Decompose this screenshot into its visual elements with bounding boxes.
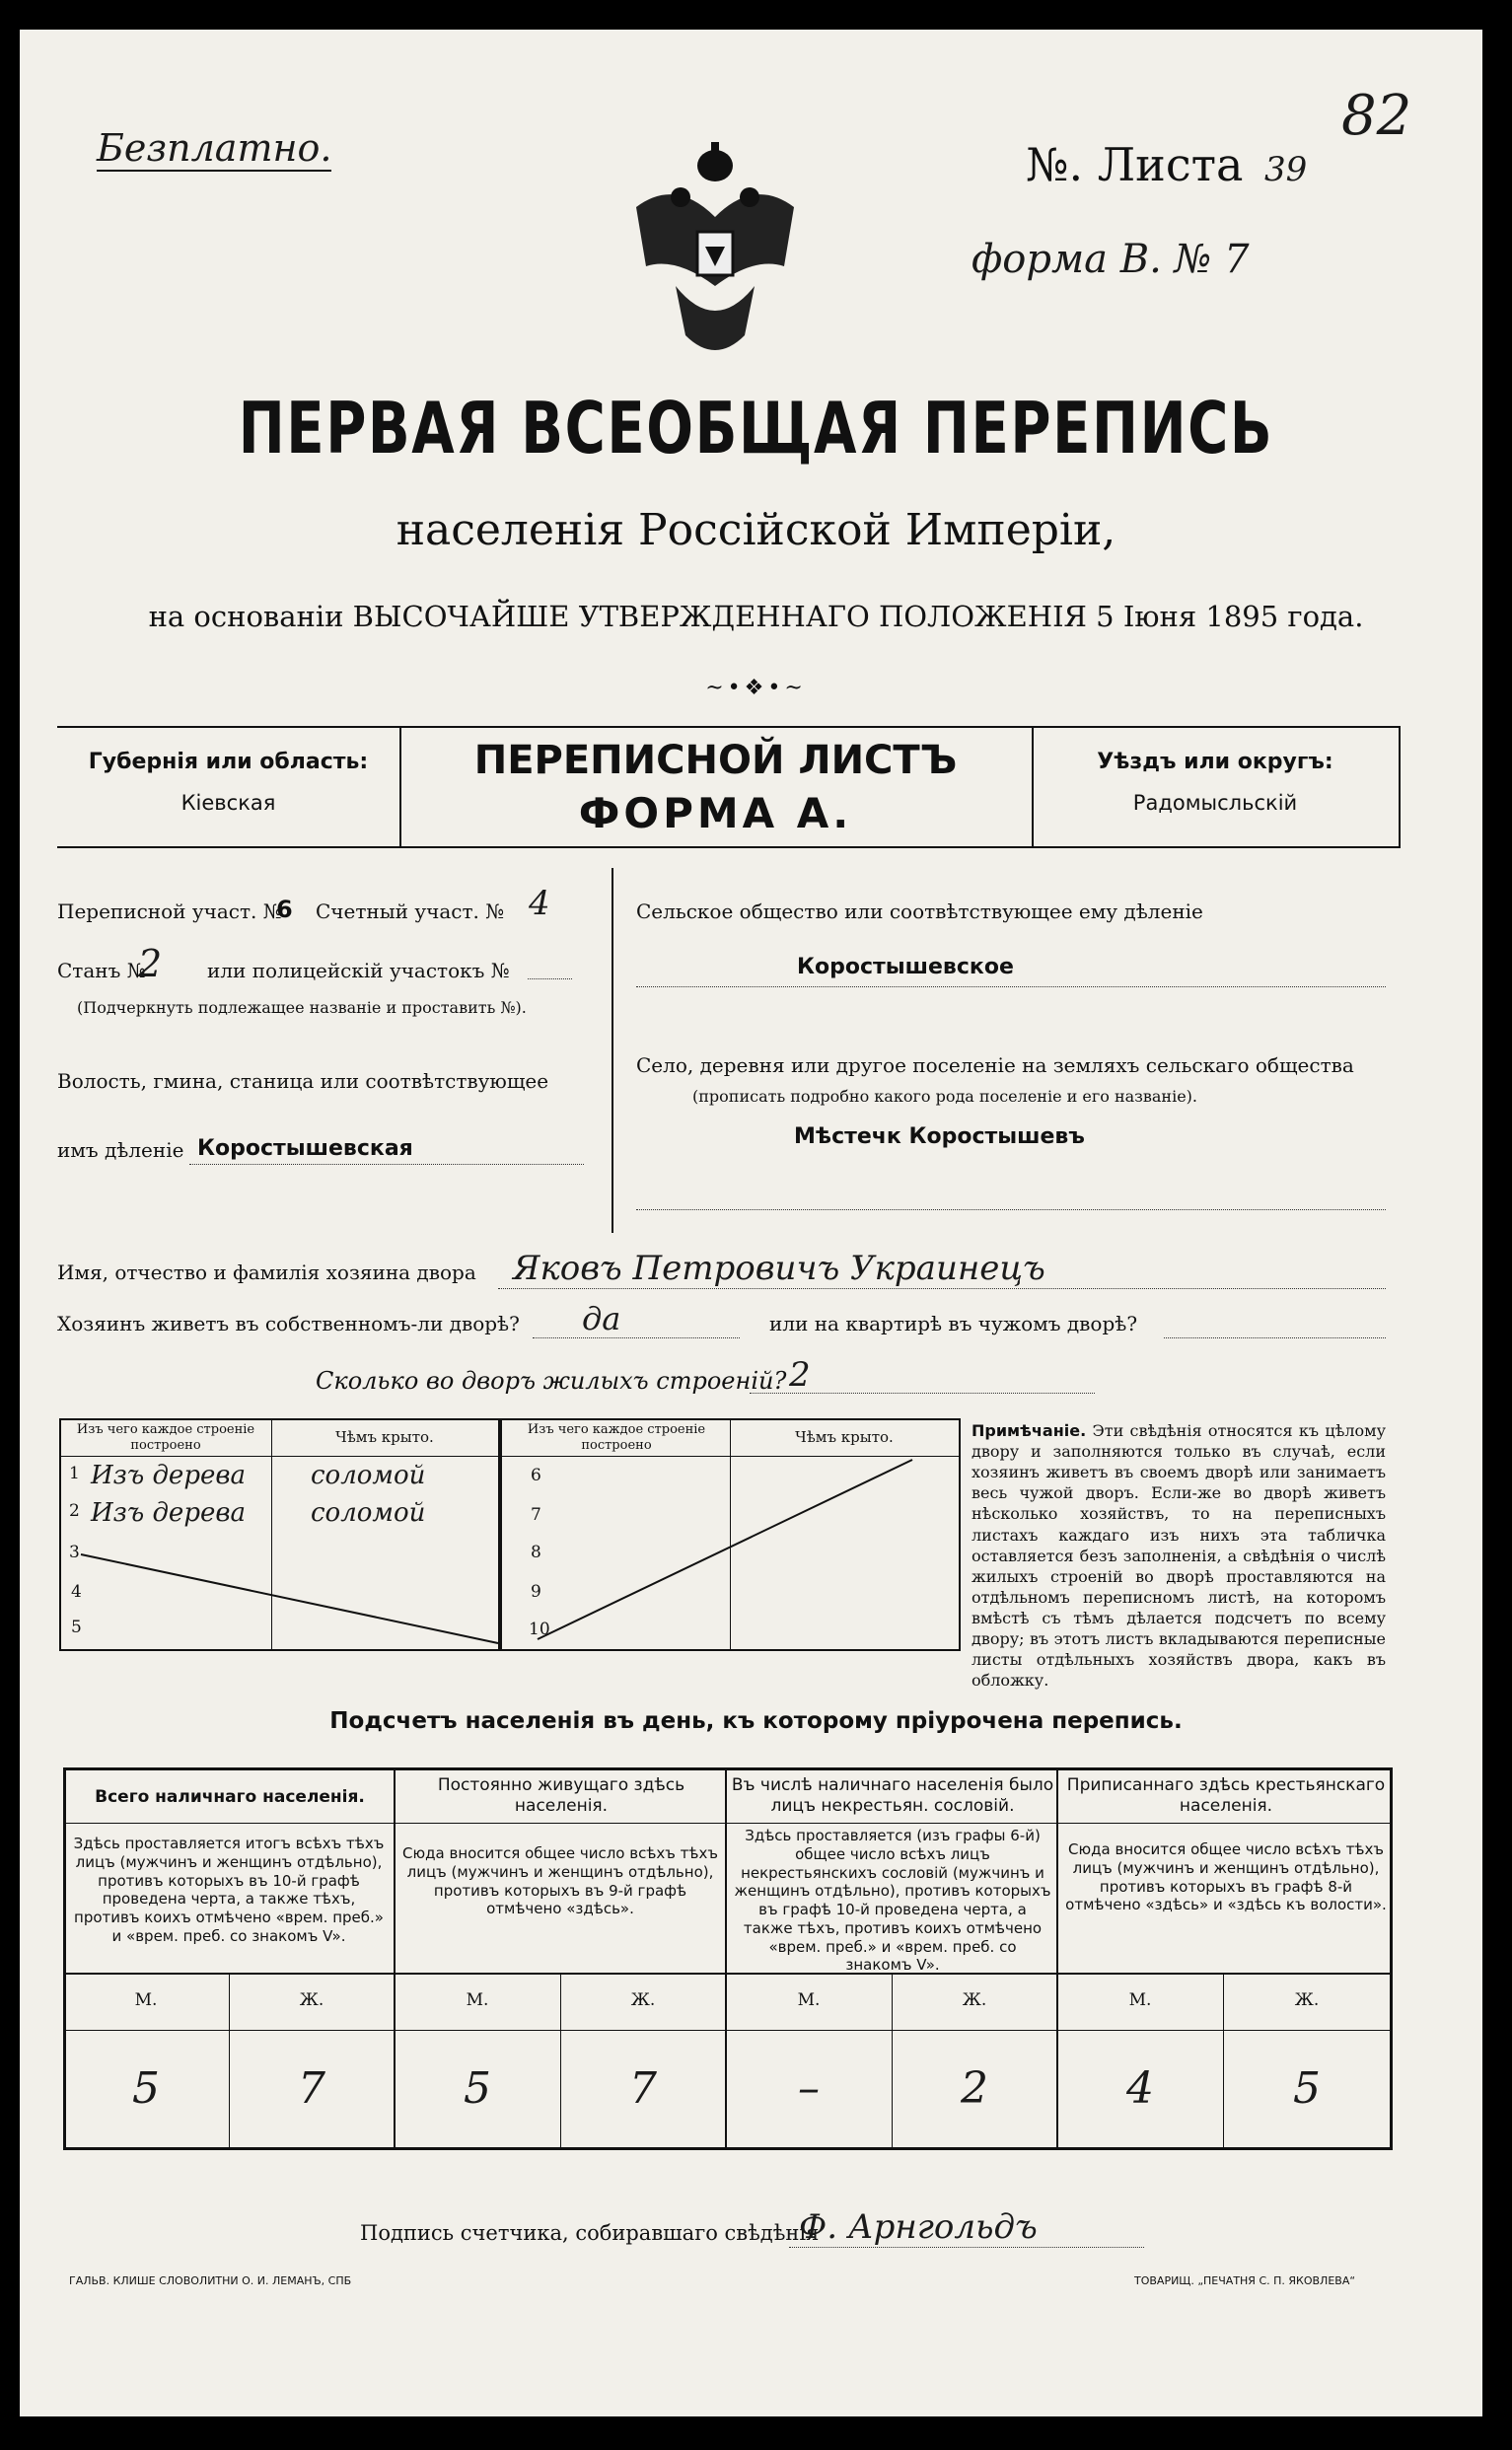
- tally-f-label: Ж.: [630, 1990, 656, 2010]
- box-top-rule: [57, 726, 1399, 728]
- location-divider: [612, 868, 613, 1233]
- rent-yard-label: или на квартирѣ въ чужомъ дворѣ?: [769, 1312, 1138, 1335]
- note-block: [972, 1420, 1386, 1691]
- printer-left: ГАЛЬВ. КЛИШЕ СЛОВОЛИТНИ О. И. ЛЕМАНЪ, СПБ: [69, 2274, 352, 2287]
- corner-number: 82: [1341, 84, 1412, 148]
- tally-f-label: Ж.: [1294, 1990, 1320, 2010]
- signature-label: Подпись счетчика, собиравшаго свѣдѣнія: [360, 2221, 820, 2245]
- building-row-n: 2: [69, 1501, 80, 1521]
- police-note: (Подчеркнуть подлежащее названіе и проставить №).: [77, 998, 527, 1017]
- count-area-label: Счетный участ. №: [316, 900, 505, 923]
- double-headed-eagle-emblem: [616, 138, 814, 375]
- building-row-roof: соломой: [311, 1498, 426, 1528]
- police-value-line: [528, 978, 572, 979]
- uezd-value: Радомысльскій: [1132, 791, 1298, 815]
- tally-m-label: М.: [466, 1990, 489, 2010]
- tally-m-label: М.: [134, 1990, 158, 2010]
- volost-line: [189, 1164, 584, 1165]
- box-divider-right: [1032, 726, 1034, 846]
- tally-m-value: 4: [1126, 2063, 1154, 2114]
- building-row-material: Изъ дерева: [91, 1461, 246, 1490]
- village-line: [636, 1209, 1386, 1210]
- ornament: ~•❖•~: [705, 676, 807, 700]
- tally-m-value: –: [798, 2063, 820, 2114]
- tally-f-label: Ж.: [962, 1990, 987, 2010]
- society-line: [636, 986, 1386, 987]
- free-label: Безплатно.: [97, 126, 332, 170]
- tally-desc: Сюда вносится общее число всѣхъ тѣхъ лицъ (мужчинъ и женщинъ отдѣльно), противъ которыхъ въ графѣ 8-й отмѣчено «здѣсь» и «здѣсь къ волости».: [1065, 1840, 1387, 1914]
- census-area-label: Переписной участ. №: [57, 900, 282, 923]
- page-subtitle: населенія Россійской Имперіи,: [396, 505, 1116, 555]
- buildings-material-head: Изъ чего каждое строеніе построено: [76, 1422, 255, 1454]
- village-value: Мѣстечк Коростышевъ: [794, 1124, 1085, 1149]
- box-right-edge: [1399, 726, 1401, 846]
- building-row-n: 4: [71, 1582, 82, 1602]
- tally-f-value: 5: [1293, 2063, 1321, 2114]
- sheet-number-label: №. Листа: [1026, 138, 1244, 191]
- building-row-n-2: 8: [531, 1543, 541, 1562]
- building-row-n-2: 10: [529, 1620, 550, 1639]
- tally-m-value: 5: [132, 2063, 160, 2114]
- buildings-roof-head-2: Чѣмъ крыто.: [795, 1428, 894, 1446]
- note-text: Эти свѣдѣнія относятся къ цѣлому двору и заполняются только въ случаѣ, если хозяинъ живетъ въ своемъ дворѣ или занимаетъ весь чужой дворъ. Если-же во дворѣ живетъ нѣсколько хозяйствъ, то на переписныхъ листахъ каждаго изъ нихъ эта табличка оставляется безъ заполненія, а свѣдѣнія о числѣ жилыхъ строеній во дворѣ проставляются на отдѣльномъ переписномъ листѣ, на которомъ вмѣстѣ съ тѣмъ дѣлается подсчетъ по всему двору; въ этотъ листъ вкладываются переписные листы отдѣльныхъ хозяйствъ двора, какъ въ обложку.: [972, 1421, 1387, 1691]
- own-yard-line: [533, 1337, 740, 1338]
- building-row-n: 1: [69, 1464, 80, 1483]
- tally-desc: Здѣсь проставляется (изъ графы 6-й) общее число всѣхъ лицъ некрестьянскихъ сословій (мужчинъ и женщинъ отдѣльно), противъ которыхъ въ графѣ 10-й проведена черта, а также тѣхъ, противъ коихъ отмѣчено «врем. преб.» и «врем. преб. со знакомъ V».: [734, 1827, 1051, 1975]
- signature-line: [789, 2247, 1144, 2248]
- owner-name-line: [498, 1288, 1386, 1289]
- legal-basis: на основаніи ВЫСОЧАЙШЕ УТВЕРЖДЕННАГО ПОЛОЖЕНІЯ 5 Іюня 1895 года.: [148, 600, 1364, 633]
- tally-desc: Здѣсь проставляется итогъ всѣхъ тѣхъ лицъ (мужчинъ и женщинъ отдѣльно), противъ которыхъ въ 10-й графѣ проведена черта, а также тѣхъ, противъ коихъ отмѣчено «врем. преб.» и «врем. преб. со знакомъ V».: [73, 1835, 385, 1945]
- tally-f-value: 2: [961, 2063, 988, 2114]
- sheet-number-value: 39: [1264, 150, 1308, 189]
- volost-label: Волость, гмина, станица или соотвѣтствующее: [57, 1069, 549, 1093]
- stan-label: Станъ №: [57, 959, 146, 982]
- guberniya-label: Губернія или область:: [88, 750, 369, 774]
- building-row-n-2: 7: [531, 1505, 541, 1525]
- village-label: Село, деревня или другое поселеніе на земляхъ сельскаго общества: [636, 1053, 1354, 1077]
- tally-desc-rule: [63, 1973, 1393, 1975]
- building-row-n-2: 9: [531, 1582, 541, 1602]
- rent-yard-line: [1164, 1337, 1386, 1338]
- note-title: Примѣчаніе.: [972, 1421, 1087, 1440]
- tally-m-label: М.: [797, 1990, 821, 2010]
- tally-title: Подсчетъ населенія въ день, къ которому пріурочена перепись.: [329, 1708, 1183, 1734]
- tally-f-value: 7: [298, 2063, 325, 2114]
- owner-name-value: Яковъ Петровичъ Украинецъ: [513, 1249, 1045, 1288]
- tally-f-value: 7: [629, 2063, 657, 2114]
- building-row-n: 5: [71, 1618, 82, 1637]
- tally-desc: Сюда вносится общее число всѣхъ тѣхъ лицъ (мужчинъ и женщинъ отдѣльно), противъ которыхъ въ 9-й графѣ отмѣчено «здѣсь».: [402, 1844, 718, 1918]
- tally-m-label: М.: [1128, 1990, 1152, 2010]
- owner-name-label: Имя, отчество и фамилія хозяина двора: [57, 1261, 476, 1284]
- guberniya-value: Кіевская: [180, 791, 276, 815]
- tally-head: Въ числѣ наличнаго населенія было лицъ некрестьян. сословій.: [731, 1775, 1054, 1817]
- volost-value: Коростышевская: [197, 1136, 413, 1161]
- police-label: или полицейскій участокъ №: [207, 959, 510, 982]
- building-row-n: 3: [69, 1543, 80, 1562]
- tally-f-label: Ж.: [299, 1990, 324, 2010]
- buildings-count-label: Сколько во дворъ жилыхъ строеній?: [316, 1367, 787, 1395]
- tally-head: Приписаннаго здѣсь крестьянскаго населенія.: [1066, 1775, 1386, 1817]
- volost-label-2: имъ дѣленіе: [57, 1138, 184, 1162]
- tally-m-value: 5: [464, 2063, 491, 2114]
- building-row-roof: соломой: [311, 1461, 426, 1490]
- stan-value: 2: [138, 942, 163, 985]
- census-area-value: 6: [276, 896, 293, 923]
- box-bottom-rule: [57, 846, 1401, 848]
- buildings-roof-head: Чѣмъ крыто.: [335, 1428, 434, 1446]
- printer-right: ТОВАРИЩ. „ПЕЧАТНЯ С. П. ЯКОВЛЕВА“: [1134, 2274, 1356, 2287]
- society-label: Сельское общество или соотвѣтствующее ему дѣленіе: [636, 900, 1203, 923]
- count-area-value: 4: [529, 884, 550, 923]
- form-title: ПЕРЕПИСНОЙ ЛИСТЪ: [473, 738, 958, 783]
- tally-mf-rule: [63, 2030, 1393, 2031]
- buildings-material-head-2: Изъ чего каждое строеніе построено: [527, 1422, 706, 1454]
- society-value: Коростышевское: [797, 955, 1014, 979]
- own-yard-value: да: [582, 1300, 621, 1337]
- building-row-n-2: 6: [531, 1466, 541, 1485]
- tally-head: Всего наличнаго населенія.: [95, 1787, 365, 1807]
- tally-head: Постоянно живущаго здѣсь населенія.: [437, 1775, 685, 1817]
- signature-value: Ф. Арнгольдъ: [799, 2207, 1038, 2247]
- own-yard-label: Хозяинъ живетъ въ собственномъ-ли дворѣ?: [57, 1312, 520, 1335]
- building-row-material: Изъ дерева: [91, 1498, 246, 1528]
- buildings-strike-lines: [59, 1418, 959, 1649]
- uezd-label: Уѣздъ или округъ:: [1097, 750, 1333, 774]
- village-note: (прописать подробно какого рода поселеніе и его названіе).: [692, 1087, 1197, 1106]
- page-title: ПЕРВАЯ ВСЕОБЩАЯ ПЕРЕПИСЬ: [238, 387, 1274, 469]
- tally-head-rule: [63, 1823, 1393, 1824]
- buildings-count-value: 2: [789, 1355, 811, 1395]
- form-note: форма В. № 7: [972, 237, 1250, 282]
- form-name: ФОРМА А.: [578, 789, 853, 837]
- buildings-count-line: [750, 1393, 1095, 1394]
